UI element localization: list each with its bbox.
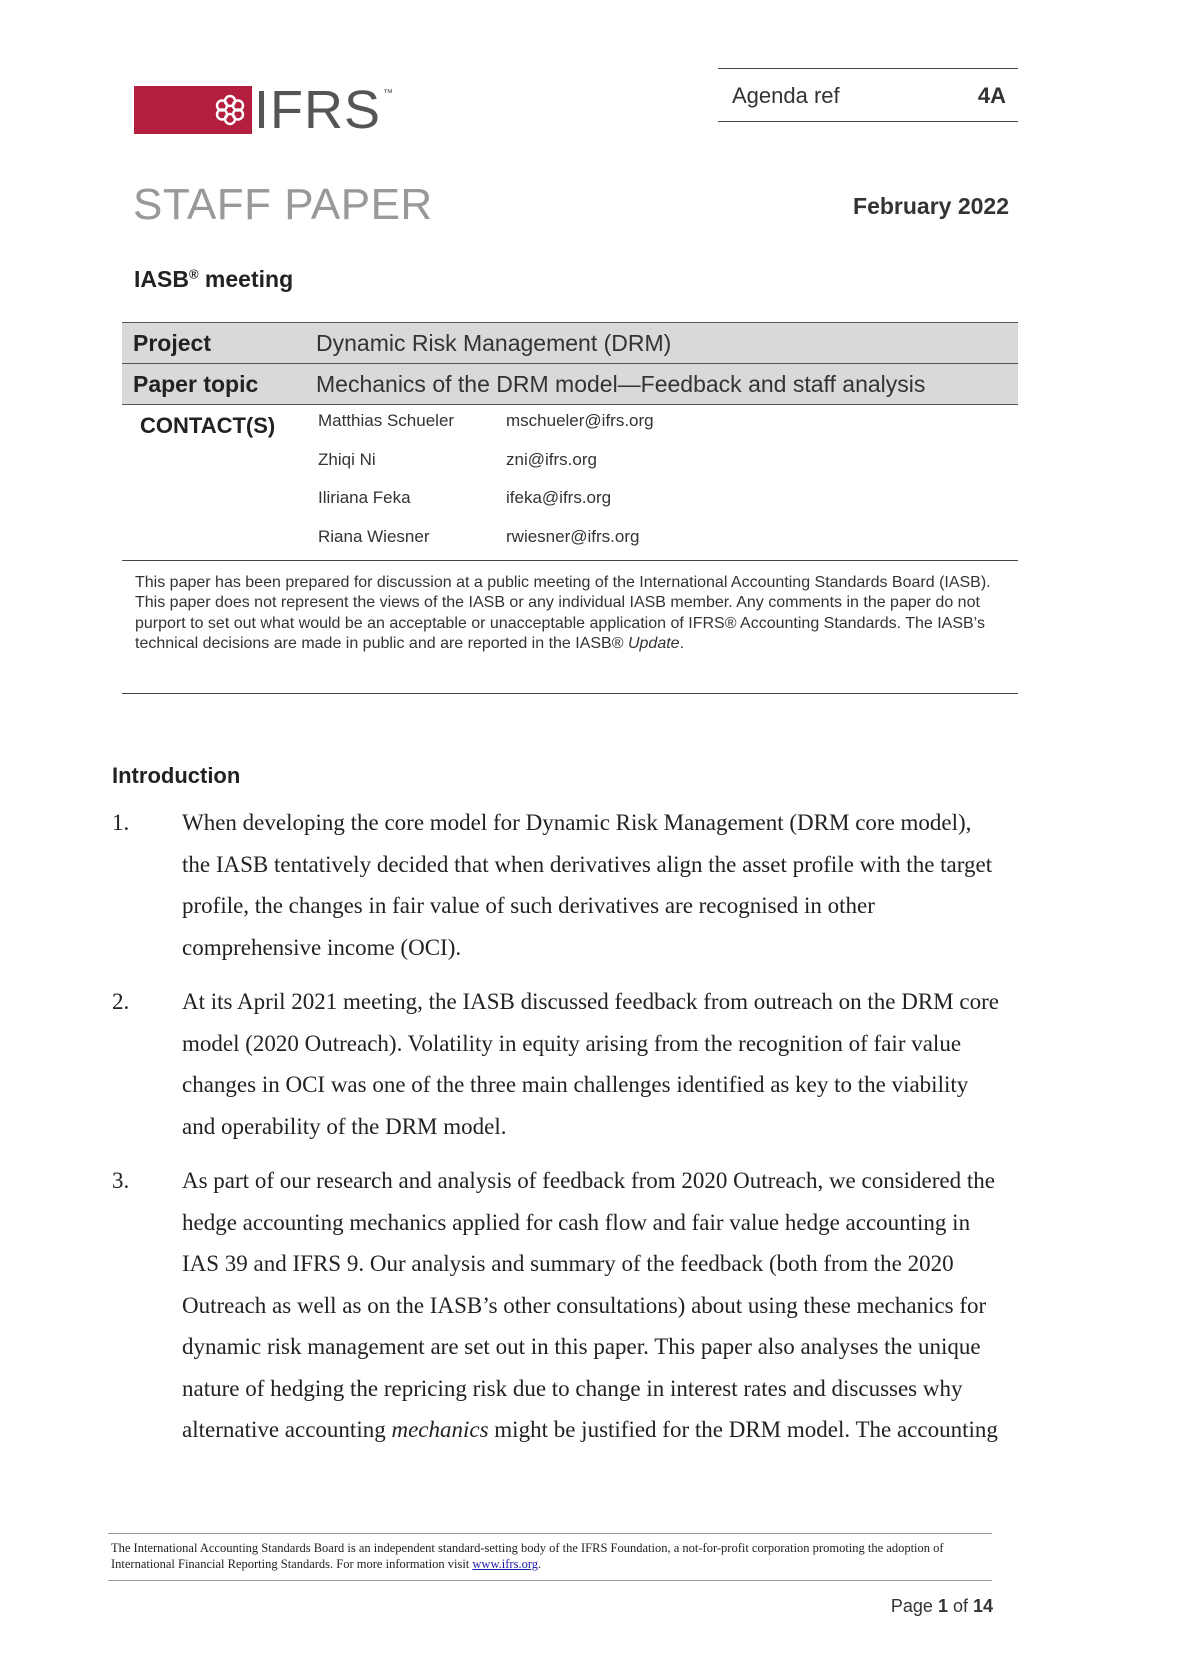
disclaimer-end: . — [679, 635, 685, 653]
footer-divider-top — [108, 1533, 992, 1534]
contact-email[interactable]: zni@ifrs.org — [506, 450, 597, 469]
footer-divider-bottom — [108, 1580, 992, 1581]
paper-date: February 2022 — [853, 193, 1009, 219]
project-label: Project — [133, 329, 211, 356]
logo-trademark: ™ — [383, 88, 394, 99]
page-title: STAFF PAPER — [133, 180, 433, 229]
paragraph-number: 1. — [112, 810, 130, 835]
disclaimer-text — [135, 573, 1015, 655]
page-number — [891, 1596, 993, 1617]
contact-name: Matthias Schueler — [318, 411, 455, 430]
project-row — [122, 322, 1018, 363]
contact-name: Zhiqi Ni — [318, 450, 376, 469]
section-heading: Introduction — [112, 763, 241, 788]
contact-email[interactable]: mschueler@ifrs.org — [506, 411, 654, 430]
meeting-prefix: IASB — [134, 266, 189, 292]
contact-name: Riana Wiesner — [318, 527, 430, 546]
disclaimer-italic: Update — [627, 635, 680, 653]
paragraph-1 — [112, 802, 1002, 968]
paragraph-2 — [112, 981, 1002, 1147]
contact-email[interactable]: ifeka@ifrs.org — [506, 488, 612, 507]
agenda-ref-label: Agenda ref — [732, 83, 840, 108]
paragraph-text — [182, 1160, 1002, 1451]
footer-body: The International Accounting Standards Board is an independent standard-setting body of the IFRS Foundation, a not-for-profit corporation promoting the adoption of International Financial Reporting Standards. For more information visit — [111, 1541, 944, 1571]
agenda-ref-value: 4A — [977, 83, 1006, 108]
footer-link[interactable]: www.ifrs.org — [472, 1557, 539, 1571]
paragraph-text-a: As part of our research and analysis of feedback from 2020 Outreach, we considered the hedge accounting mechanics applied for cash flow and fair value hedge accounting in IAS 39 and IFRS 9. Our analysis and summary of the feedback (both from the 2020 Outreach as well as on the IASB’s other consultations) about using these mechanics for dynamic risk management are set out in this paper. This paper also analyses the unique nature of hedging the repricing risk due to change in interest rates and discusses why alternative accounting — [182, 1168, 995, 1442]
paragraph-italic: mechanics — [391, 1417, 489, 1442]
paragraph-text-b: might be justified for the DRM model. The accounting — [488, 1417, 998, 1442]
page-prefix: Page — [890, 1596, 938, 1616]
project-table — [122, 322, 1018, 405]
logo-wordmark: IFRS — [254, 80, 382, 140]
registered-mark: ® — [188, 266, 199, 282]
paragraph-text: At its April 2021 meeting, the IASB discussed feedback from outreach on the DRM core model (2020 Outreach). Volatility in equity arising from the recognition of fair value changes in OCI was one of the three main challenges identified as key to the viability and operability of the DRM model. — [182, 989, 999, 1139]
page-of: of — [947, 1596, 973, 1616]
footer-text — [111, 1540, 991, 1572]
topic-row — [122, 363, 1018, 405]
paragraph-number: 2. — [112, 989, 130, 1014]
disclaimer-body: This paper has been prepared for discussion at a public meeting of the International Accounting Standards Board (IASB). This paper does not represent the views of the IASB or any individual IASB member. Any comments in the paper do not purport to set out what would be an acceptable or unacceptable application of IFRS® Accounting Standards. The IASB’s technical decisions are made in public and are reported in the IASB® — [135, 574, 991, 653]
contact-email[interactable]: rwiesner@ifrs.org — [506, 527, 640, 546]
ifrs-logo — [134, 80, 394, 140]
paragraph-number: 3. — [112, 1168, 130, 1193]
topic-label: Paper topic — [133, 370, 259, 397]
paragraph-3 — [112, 1160, 1002, 1451]
logo-red-bar — [134, 86, 252, 134]
topic-value: Mechanics of the DRM model—Feedback and staff analysis — [316, 370, 926, 397]
contacts-section — [122, 405, 1018, 561]
agenda-ref-box — [718, 68, 1018, 122]
divider — [122, 693, 1018, 694]
contacts-label: CONTACT(S) — [140, 413, 276, 438]
meeting-suffix: meeting — [198, 266, 294, 292]
ifrs-flower-icon — [212, 92, 248, 128]
footer-end: . — [538, 1557, 542, 1571]
page-total: 14 — [972, 1596, 993, 1616]
meeting-label — [134, 266, 293, 293]
paragraph-text: When developing the core model for Dynamic Risk Management (DRM core model), the IASB tentatively decided that when derivatives align the asset profile with the target profile, the changes in fair value of such derivatives are recognised in other comprehensive income (OCI). — [182, 810, 993, 960]
project-value: Dynamic Risk Management (DRM) — [316, 329, 672, 356]
page-current: 1 — [937, 1596, 948, 1616]
contact-name: Iliriana Feka — [318, 488, 411, 507]
